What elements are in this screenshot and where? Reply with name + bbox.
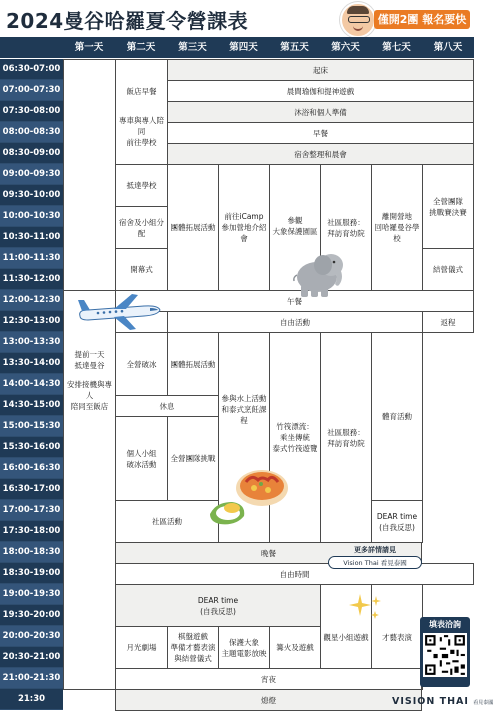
row-free-time: 自由時間 (115, 563, 474, 585)
time-slot: 17:30-18:00 (0, 521, 63, 542)
day1-arrival (63, 290, 116, 690)
column-header-day8: 第八天 (433, 42, 463, 53)
day5-elephant-park: 參觀 大象保護園區 (269, 164, 321, 291)
time-slot: 21:30 (0, 689, 63, 710)
day5-bamboo-raft: 竹筏漂流： 乘坐傳統 泰式竹筏遊覽 (269, 332, 321, 543)
time-slot: 18:30-19:00 (0, 563, 63, 584)
brand-name: VISION THAI (392, 696, 469, 707)
food-icon (206, 458, 292, 530)
sparkle-icon (348, 592, 384, 622)
time-slot: 10:00-10:30 (0, 206, 63, 227)
time-slot: 11:00-11:30 (0, 248, 63, 269)
column-header-day5: 第五天 (280, 42, 309, 53)
day2-icebreak: 全營破冰 (115, 332, 168, 396)
signup-badge[interactable]: 僅開2團 報名要快 (374, 10, 470, 29)
time-slot: 07:30-08:00 (0, 101, 63, 122)
time-slot: 09:00-09:30 (0, 164, 63, 185)
day2-dorm-assign: 宿舍及小組分配 (115, 206, 168, 249)
brand-sub: 看見泰國 (473, 700, 493, 706)
row-lights-out: 熄燈 (115, 689, 422, 711)
time-slot: 12:30-13:00 (0, 311, 63, 332)
time-slot: 09:30-10:00 (0, 185, 63, 206)
row-free-activity: 自由活動 (167, 311, 423, 333)
time-slot: 06:30-07:00 (0, 59, 63, 80)
day7-dear-time: DEAR time (自我反思) (371, 500, 423, 543)
row-yoga: 晨間瑜伽和提神遊戲 (167, 80, 474, 102)
day2-rest: 休息 (115, 395, 219, 417)
day7-talent-show: 才藝表演 (371, 584, 423, 690)
day4-icamp: 前往iCamp 參加營地介紹會 (218, 164, 270, 291)
more-info-link[interactable] (328, 545, 422, 571)
time-slot: 12:00-12:30 (0, 290, 63, 311)
row-lunch: 午餐 (115, 290, 474, 312)
column-header-day4: 第四天 (229, 42, 258, 53)
time-slot: 18:00-18:30 (0, 542, 63, 563)
day2-moon-theater: 月光劇場 (115, 626, 168, 669)
day6-stargazing: 觀星小組遊戲 (320, 584, 372, 690)
time-slot: 14:00-14:30 (0, 374, 63, 395)
day1-transfer: 安排接機與專人 陪同至飯店 (67, 379, 112, 411)
airplane-icon (74, 292, 164, 332)
time-slot: 08:30-09:00 (0, 143, 63, 164)
day6-community2: 社區服務： 拜訪育幼院 (320, 332, 372, 543)
brand-logo (392, 696, 493, 707)
day7-leave-camp: 離開營地 回哈羅曼谷學校 (371, 164, 423, 291)
time-slot: 11:30-12:00 (0, 269, 63, 290)
day2-opening: 開幕式 (115, 248, 168, 291)
day3-teamwork: 團體拓展活動 (167, 164, 219, 291)
time-slot: 10:30-11:00 (0, 227, 63, 248)
row-dear-evening: DEAR time (自我反思) (115, 584, 321, 627)
row-snack: 宵夜 (115, 668, 422, 690)
row-dinner: 晚餐 (115, 542, 422, 564)
row-breakfast: 早餐 (167, 122, 474, 144)
column-header-day7: 第七天 (382, 42, 411, 53)
time-slot: 17:00-17:30 (0, 500, 63, 521)
time-slot: 19:30-20:00 (0, 605, 63, 626)
time-slot: 15:00-15:30 (0, 416, 63, 437)
row-dorm: 宿舍整理和晨會 (167, 143, 474, 165)
time-slot: 16:30-17:00 (0, 479, 63, 500)
day8-final: 全營團隊 挑戰賽決賽 (422, 164, 474, 249)
time-slot: 13:30-14:00 (0, 353, 63, 374)
qr-code-icon[interactable] (423, 633, 467, 677)
day3-challenge: 全營團隊挑戰 (167, 416, 219, 501)
day4-movie: 保護大象 主題電影放映 (218, 626, 270, 669)
time-slot: 14:30-15:00 (0, 395, 63, 416)
row-bath: 沐浴和個人準備 (167, 101, 474, 123)
day6-community: 社區服務： 拜訪育幼院 (320, 164, 372, 291)
day1-arrival-text: 提前一天 抵達曼谷 (74, 350, 105, 370)
time-slot: 08:00-08:30 (0, 122, 63, 143)
time-slot: 07:00-07:30 (0, 80, 63, 101)
page-title: 2024曼谷哈羅夏令營課表 (6, 9, 249, 33)
day2-hotel-breakfast-text: 飯店早餐 (126, 86, 157, 96)
time-slot: 20:00-20:30 (0, 626, 63, 647)
day8-closing: 結營儀式 (422, 248, 474, 291)
day2-group-icebreak: 個人小組 破冰活動 (115, 416, 168, 501)
day2-club: 社區活動 (115, 500, 219, 543)
day1-empty-morning (63, 59, 116, 291)
site-name[interactable]: Vision Thai 看見泰國 (328, 556, 422, 569)
time-slot: 21:00-21:30 (0, 668, 63, 689)
column-header-day2: 第二天 (126, 42, 156, 53)
more-info-label: 更多詳情請見 (354, 546, 396, 554)
day5-bonfire: 篝火及遊戲 (269, 626, 321, 669)
day2-arrive-school: 抵達學校 (115, 164, 168, 207)
elephant-icon (287, 247, 349, 299)
row-wakeup: 起床 (167, 59, 474, 81)
day7-sports: 體育活動 (371, 332, 423, 501)
day3-teamwork2: 團體拓展活動 (167, 332, 219, 396)
header (0, 0, 474, 37)
time-slot: 20:30-21:00 (0, 647, 63, 668)
column-header-day1: 第一天 (74, 42, 104, 53)
time-slot: 16:00-16:30 (0, 458, 63, 479)
column-header-day3: 第三天 (178, 42, 207, 53)
day4-water-cooking: 參與水上活動 和泰式烹飪課程 (218, 332, 270, 543)
column-header-time (0, 37, 63, 58)
time-slot: 13:00-13:30 (0, 332, 63, 353)
day2-escort: 專車與專人陪同 前往學校 (115, 99, 168, 165)
day8-departure: 返程 (422, 311, 474, 333)
day3-boardgames: 棋盤遊戲 準備才藝表演 與結營儀式 (167, 626, 219, 669)
column-header-day6: 第六天 (331, 42, 360, 53)
qr-panel[interactable] (420, 617, 470, 687)
time-slot: 19:00-19:30 (0, 584, 63, 605)
qr-label: 填表洽詢 (429, 620, 461, 629)
time-slot: 15:30-16:00 (0, 437, 63, 458)
avatar (340, 2, 376, 38)
